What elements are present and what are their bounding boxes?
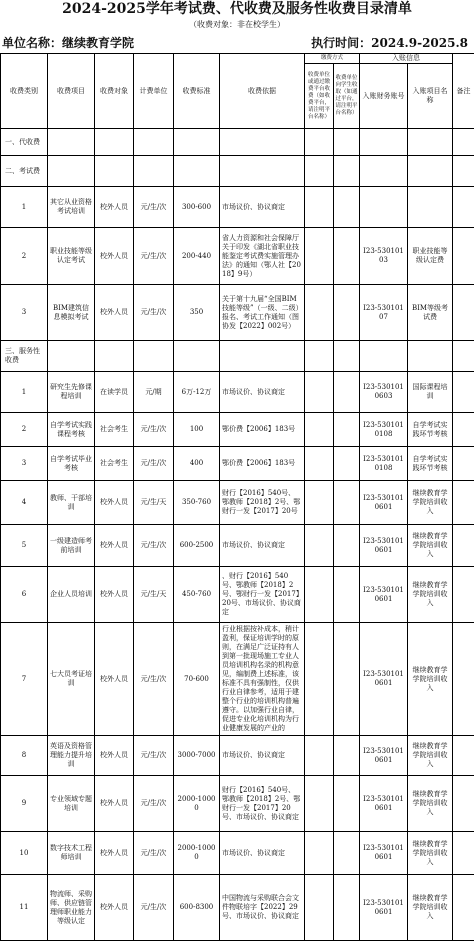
- table-row: 2 职业技能等级认定考试 校外人员 元/生/次 200-440 省人力资源和社会保障厅关于印发《湖北省职业技能鉴定考试费实施管理办法》的通知（鄂人社【2018】9号） I23-53010103 职业技能等级认定费: [1, 228, 474, 285]
- header-standard: 收费标准: [174, 54, 220, 129]
- table-row: 7 七大员考证培训 校外人员 元/生/次 70-600 行业根据按补成本，稍计盈利，保证培训学时的原则，在满足广泛证持有人到第一批现场施工专业人员培训机构名录的机构意见，编制费上述标准，该标准不具有强制性，仅供行业自律参考，适用于建整个行业的培训机构普遍遵守。以加强行业自律，促进专业化培训机构为行业健康发展的产业的 I23-5301010601 继续教育学学院培训收入: [1, 623, 474, 736]
- table-row: 8 英语及资格管理能力提升培训 校外人员 元/生/次 3000-7000 市场议价、协议商定 I23-5301010601 继续教育学学院培训收入: [1, 736, 474, 776]
- table-row: 4 教师、干部培训 校外人员 元/生/天 350-760 财行【2016】540号、鄂教师【2018】2号、鄂财行一发【2017】20号 I23-5301010601 继续教育学学院培训收入: [1, 481, 474, 525]
- table-row: 10 数字技术工程师培训 校外人员 元/生/次 2000-10000 市场议价、协议商定 I23-5301010601 继续教育学学院培训收入: [1, 832, 474, 875]
- fee-table: [0, 53, 474, 941]
- header-unit: 计费单位: [134, 54, 174, 129]
- header-account-code: 入账财务账号: [360, 64, 408, 129]
- header-method-b: 收费单位向学生收取（如通过平台，请注明平台名称）: [334, 64, 360, 129]
- header-target: 收费对象: [95, 54, 134, 129]
- header-account-group: 入账信息: [360, 54, 453, 64]
- section-agency-fees: 一、代收费: [1, 129, 48, 156]
- table-row: 1 研究生先修课程培训 在读学员 元/期 6万-12万 市场议价、协议商定 I23-5301010603 国际课程培训: [1, 372, 474, 413]
- table-row: 6 企业人员培训 校外人员 元/生/天 450-760 、财行【2016】540号、鄂教师【2018】2号、鄂财行一发【2017】20号、市场议价、协议商定 I23-5301010601 继续教育学学院培训收入: [1, 567, 474, 623]
- section-exam-fees: 二、考试费: [1, 156, 48, 187]
- header-item: 收费项目: [48, 54, 95, 129]
- table-row: 9 专业领域专题培训 校外人员 元/生/次 2000-10000 财行【2016】540号、鄂教师【2018】2号、鄂财行一发【2017】20号、市场议价、协议商定 I23-5301010601 继续教育学学院培训收入: [1, 776, 474, 832]
- header-category: 收费类别: [1, 54, 48, 129]
- header-method-a: 收费单位或通过缴费平台收费（如收费平台，请注明平台名称）: [305, 64, 334, 129]
- table-row: 1 其它从业资格考试培训 校外人员 元/生/次 300-600 市场议价、协议商定: [1, 187, 474, 228]
- document-title: 2024-2025学年考试费、代收费及服务性收费目录清单: [0, 1, 474, 17]
- unit-name: 单位名称：继续教育学院: [2, 36, 134, 50]
- header-remarks: 备注: [453, 54, 474, 129]
- table-row: 3 BIM建筑信息模拟考试 校外人员 元/生/次 350 关于第十九届“全国BIM技能等级”（一级、二级）报名、考试工作通知（图协发【2022】002号） I23-53010107 BIM等级考试费: [1, 285, 474, 341]
- header-account-item: 入账项目名称: [408, 64, 453, 129]
- section-service-fees: 三、服务性收费: [1, 341, 48, 372]
- table-row: 2 自学考试实践课程考核 社会考生 元/生/次 100 鄂价费【2006】183号 I23-5301010108 自学考试实践环节考核: [1, 413, 474, 447]
- execution-time: 执行时间：2024.9-2025.8: [311, 36, 468, 50]
- table-row: 3 自学考试毕业考核 社会考生 元/生/次 400 鄂价费【2006】183号 I23-5301010108 自学考试实践环节考核: [1, 447, 474, 481]
- table-row: 11 物流师、采购师、供应链管理师职业能力等级认定 校外人员 元/生/次 600-8300 中国物流与采购联合会文件物联培字【2022】29号、市场议价、协议商定 I23-5301010601 继续教育学学院培训收入: [1, 875, 474, 941]
- header-method-group: 缴费方式: [305, 54, 360, 64]
- header-basis: 收费依据: [220, 54, 305, 129]
- table-row: 5 一级建造师考前培训 校外人员 元/生/次 600-2500 市场议价、协议商定 I23-5301010601 继续教育学学院培训收入: [1, 525, 474, 567]
- document-subtitle: （收费对象：非在校学生）: [0, 20, 474, 30]
